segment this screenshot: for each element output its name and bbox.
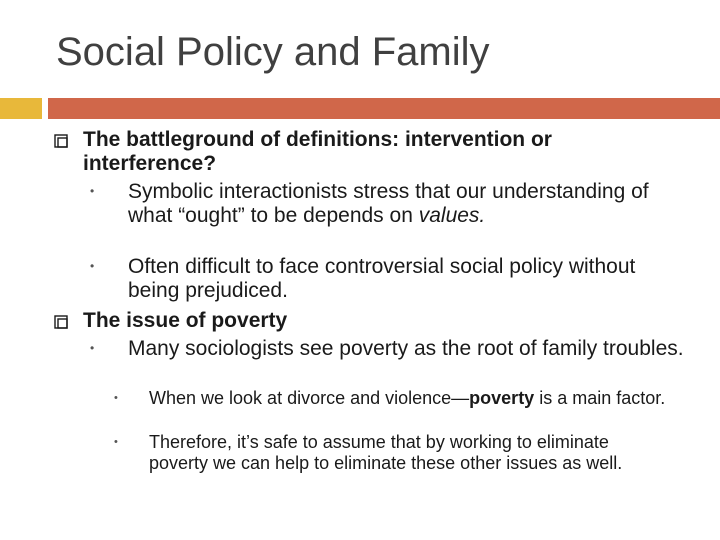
hollow-square-bullet-icon (54, 315, 68, 329)
sub-bullet-symbolic-text: Symbolic interactionists stress that our understanding of what “ought” to be depends on (128, 180, 649, 227)
sub-sub-bullet-dot: • (114, 392, 118, 404)
sub-sub-bullet-dot: • (114, 436, 118, 448)
sub-sub-bullet-eliminate-poverty: Therefore, it’s safe to assume that by working to eliminate poverty we can help to eliminate these other issues as well. (149, 432, 623, 473)
sub-bullet-dot: • (90, 184, 95, 198)
sub-bullet-dot: • (90, 259, 95, 273)
sub-bullet-symbolic-interactionists (128, 180, 688, 228)
slide-title: Social Policy and Family (56, 30, 490, 74)
sub-bullet-root-of-troubles: Many sociologists see poverty as the root of family troubles. (128, 337, 684, 360)
sub-sub-bullet-divorce-violence (149, 388, 669, 409)
title-accent-bar-left (0, 98, 42, 119)
title-accent-bar-right (48, 98, 720, 119)
main-factor-text: is a main factor. (534, 388, 666, 408)
sub-bullet-dot: • (90, 341, 95, 355)
bullet-definitions: The battleground of definitions: intervention or interference? (83, 128, 552, 175)
sub-bullet-controversial-policy: Often difficult to face controversial social policy without being prejudiced. (128, 255, 636, 302)
sub-bullet-values-emphasis: values. (418, 204, 486, 227)
hollow-square-bullet-icon (54, 134, 68, 148)
bullet-poverty: The issue of poverty (83, 309, 288, 332)
divorce-violence-text: When we look at divorce and violence— (149, 388, 470, 408)
poverty-emphasis: poverty (469, 388, 535, 408)
